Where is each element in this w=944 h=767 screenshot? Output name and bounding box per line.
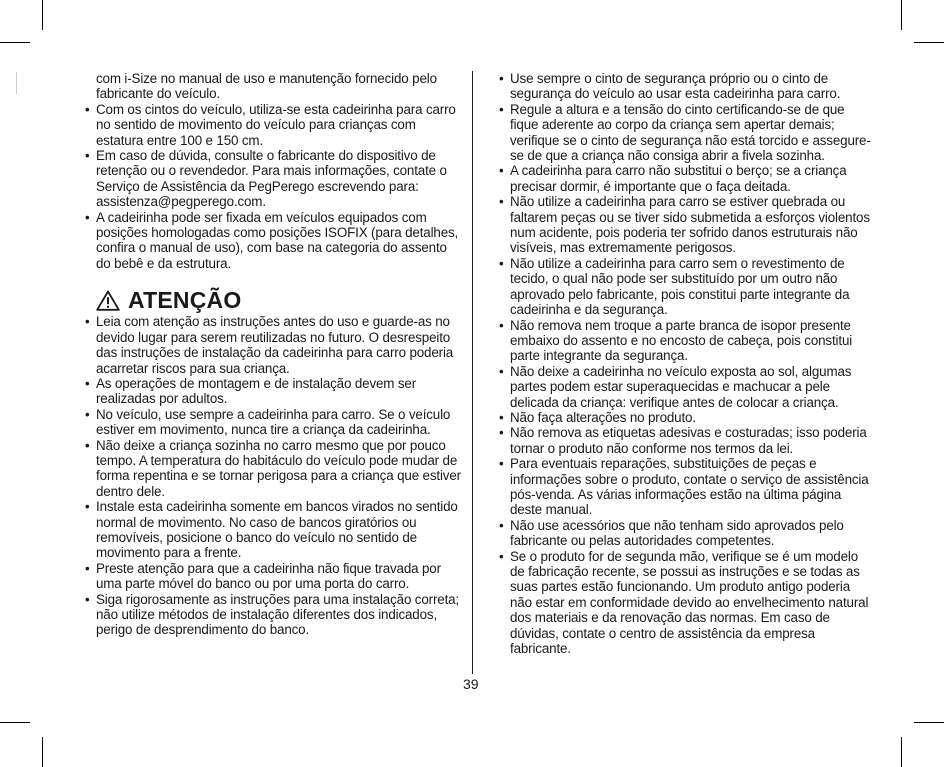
list-item: • Não utilize a cadeirinha para carro sem o revestimento de tecido, o qual não pode ser substituído por um outro não aprovado pelo fabricante, pois constitui parte integrante da cadeirinha e da segurança. [496,256,874,318]
list-item: • Não remova as etiquetas adesivas e costuradas; isso poderia tornar o produto não conforme nos termos da lei. [496,425,874,456]
list-item: • Leia com atenção as instruções antes do uso e guarde-as no devido lugar para serem reutilizadas no futuro. O desrespeito das instruções de instalação da cadeirinha para carro poderia acarretar riscos para sua criança. [82,314,462,376]
list-item: • Não use acessórios que não tenham sido aprovados pelo fabricante ou pelas autoridades competentes. [496,518,874,549]
list-item: • Se o produto for de segunda mão, verifique se é um modelo de fabricação recente, se possui as instruções e se todas as suas partes estão funcionando. Um produto antigo poderia não estar em conformidade devido ao envelhecimento natural dos materiais e da renovação das normas. Em caso de dúvidas, contate o centro de assistência da empresa fabricante. [496,549,874,657]
list-item: • A cadeirinha para carro não substitui o berço; se a criança precisar dormir, é importante que o faça deitada. [496,163,874,194]
left-column [82,71,462,638]
list-item: • Não remova nem troque a parte branca de isopor presente embaixo do assento e no encosto de cabeça, pois constitui parte integrante da segurança. [496,318,874,364]
list-item: • Use sempre o cinto de segurança próprio ou o cinto de segurança do veículo ao usar esta cadeirinha para carro. [496,71,874,102]
warning-heading [96,286,462,314]
continuation-text: com i-Size no manual de uso e manutenção fornecido pelo fabricante do veículo. [96,71,437,102]
warning-triangle-icon [96,290,120,311]
crop-mark [0,722,30,723]
list-item: • A cadeirinha pode ser fixada em veículos equipados com posições homologadas como posições ISOFIX (para detalhes, confira o manual de uso), com base na categoria do assento do bebê e da estrutura. [82,210,462,272]
list-item: • Para eventuais reparações, substituições de peças e informações sobre o produto, contate o serviço de assistência pós-venda. As várias informações estão na última página deste manual. [496,456,874,518]
list-item: • Em caso de dúvida, consulte o fabricante do dispositivo de retenção ou o revendedor. Para mais informações, contate o Serviço de Assistência da PegPerego escrevendo para: assistenza@pegperego.com. [82,148,462,210]
list-item: • Não faça alterações no produto. [496,410,874,425]
list-item: • Com os cintos do veículo, utiliza-se esta cadeirinha para carro no sentido de movimento do veículo para crianças com estatura entre 100 e 150 cm. [82,102,462,148]
list-item: • Siga rigorosamente as instruções para uma instalação correta; não utilize métodos de instalação diferentes dos indicados, perigo de desprendimento do banco. [82,592,462,638]
list-item: • Não deixe a cadeirinha no veículo exposta ao sol, algumas partes podem estar superaquecidas e machucar a pele delicada da criança: verifique antes de colocar a criança. [496,364,874,410]
crop-mark [914,722,944,723]
list-item: • Regule a altura e a tensão do cinto certificando-se de que fique aderente ao corpo da criança sem apertar demais; verifique se o cinto de segurança não está torcido e assegure-se de que a criança não consiga abrir a fivela sozinha. [496,102,874,164]
list-item: • Instale esta cadeirinha somente em bancos virados no sentido normal de movimento. No caso de bancos giratórios ou removíveis, posicione o banco do veículo no sentido de movimento para a frente. [82,499,462,561]
page-number: 39 [463,676,479,692]
crop-mark [42,0,43,30]
crop-mark [0,42,30,43]
crop-mark [901,0,902,30]
registration-mark [16,72,17,94]
list-item: • No veículo, use sempre a cadeirinha para carro. Se o veículo estiver em movimento, nunca tire a criança da cadeirinha. [82,407,462,438]
list-item: • As operações de montagem e de instalação devem ser realizadas por adultos. [82,376,462,407]
crop-mark [914,42,944,43]
crop-mark [901,737,902,767]
warning-heading-text: ATENÇÃO [128,287,242,314]
column-divider [472,71,473,674]
right-column [496,71,874,656]
list-item: • Não deixe a criança sozinha no carro mesmo que por pouco tempo. A temperatura do habitáculo do veículo pode mudar de forma repentina e se tornar perigosa para a criança que estiver dentro dele. [82,438,462,500]
crop-mark [42,737,43,767]
list-item: • Não utilize a cadeirinha para carro se estiver quebrada ou faltarem peças ou se tiver sido submetida a esforços violentos num acidente, pois poderia ter sofrido danos estruturais não visíveis, mas extremamente perigosos. [496,194,874,256]
list-item: • Preste atenção para que a cadeirinha não fique travada por uma parte móvel do banco ou por uma porta do carro. [82,561,462,592]
